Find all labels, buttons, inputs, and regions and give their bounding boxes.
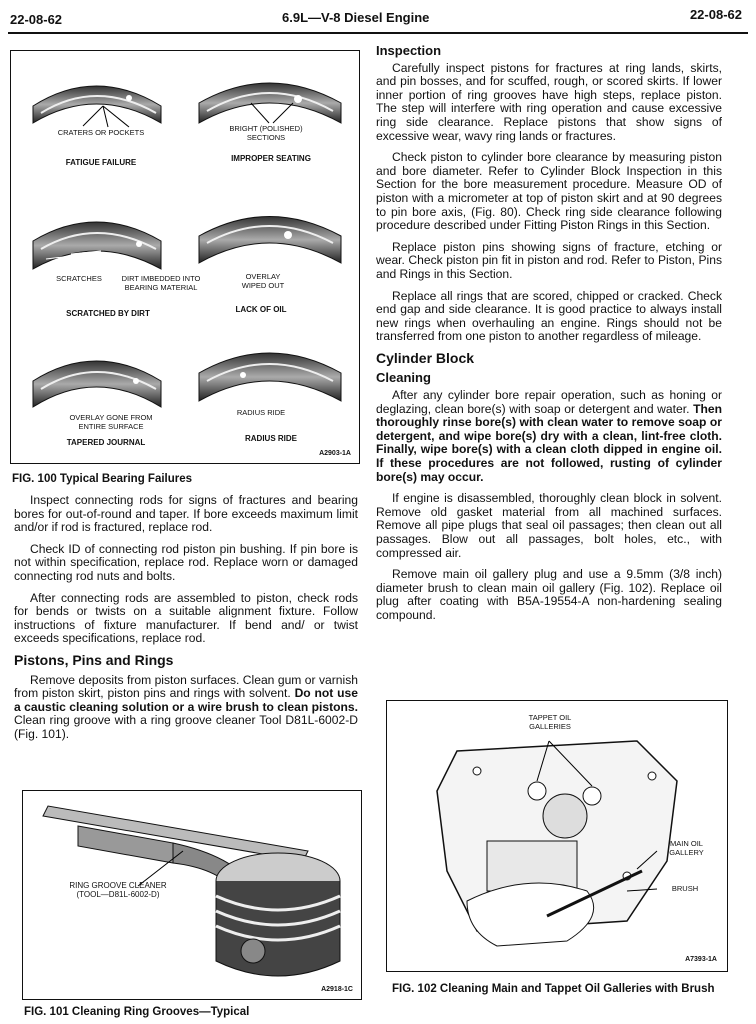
left-column-text — [14, 494, 358, 750]
fig102-code: A7393-1A — [685, 956, 717, 963]
section-heading-inspection: Inspection — [376, 43, 442, 58]
piston — [216, 853, 340, 976]
page-header — [0, 0, 756, 30]
brush-label: BRUSH — [671, 884, 699, 893]
bearing-shell-radius-ride — [199, 353, 341, 401]
callout-scratches: SCRATCHES — [56, 274, 102, 283]
callout-overlay-gone: OVERLAY GONE FROM ENTIRE SURFACE — [69, 413, 153, 431]
tappet-oil-galleries-label: TAPPET OIL GALLERIES — [528, 713, 572, 731]
paragraph: Replace all rings that are scored, chipped or cracked. Check end gap and side clearance. It is good practice to always install new rings when overhauling an engine. Rings should not be transferred from one piston to another regardless of mileage. — [376, 288, 722, 344]
paragraph: If engine is disassembled, thoroughly clean block in solvent. Remove old gasket material from all machined surfaces. Remove all pipe plugs that seal oil passages; then clean out all passages. Blow out all passages, bolt holes, etc., with compressed air. — [376, 491, 722, 560]
paragraph: Replace piston pins showing signs of fracture, etching or wear. Check piston pin fit in piston and rod. Refer to Piston, Pins and Rings in this Section. — [376, 239, 722, 281]
fig100-code: A2903-1A — [319, 450, 351, 457]
ring-groove-cleaner-label: RING GROOVE CLEANER (TOOL—D81L-6002-D) — [69, 881, 167, 899]
paragraph: After connecting rods are assembled to piston, check rods for bends or twists on a suitable alignment fixture. Follow instructions of fixture manufacturer. If bend and/ or twist exceeds specifications, replace rod. — [14, 590, 358, 646]
panel-title-improper-seating: IMPROPER SEATING — [231, 154, 311, 163]
fig101-box — [22, 790, 362, 1000]
subsection-heading-cleaning: Cleaning — [376, 370, 431, 386]
fig102-illustration — [387, 701, 727, 971]
section-heading-pistons: Pistons, Pins and Rings — [14, 651, 174, 668]
callout-radius-ride: RADIUS RIDE — [236, 408, 286, 417]
panel-title-radius-ride: RADIUS RIDE — [244, 434, 297, 443]
page-title: 6.9L—V-8 Diesel Engine — [282, 10, 430, 25]
main-oil-gallery-label: MAIN OIL GALLERY — [669, 839, 704, 857]
callout-bright-sections: BRIGHT (POLISHED) SECTIONS — [229, 124, 303, 142]
paragraph: Check ID of connecting rod piston pin bushing. If pin bore is not within specification, replace rod. Replace worn or damaged connecting rod nuts and bolts. — [14, 541, 358, 583]
panel-title-scratched: SCRATCHED BY DIRT — [66, 309, 150, 318]
page-number-left: 22-08-62 — [10, 12, 63, 27]
right-column-text — [376, 44, 722, 631]
fig100-caption: FIG. 100 Typical Bearing Failures — [12, 473, 193, 485]
paragraph: After any cylinder bore repair operation, such as honing or deglazing, clean bore(s) with soap or detergent and water. Then thoroughly rinse bore(s) with clean water to remove soap or detergent, and wipe bore(s) dry with a clean, lint-free cloth. Finally, wipe bore(s) with a clean cloth dipped in engine oil. If these procedures are not followed, rusting of cylinder bore(s) may occur. — [376, 388, 722, 484]
callout-craters: CRATERS OR POCKETS — [57, 128, 145, 137]
section-heading-cylinder-block: Cylinder Block — [376, 349, 475, 366]
header-rule — [8, 32, 748, 34]
bearing-shell-scratched — [33, 222, 161, 269]
bearing-shell-improper-seating — [199, 83, 341, 123]
panel-title-tapered-journal: TAPERED JOURNAL — [66, 438, 146, 447]
fig102-box — [386, 700, 728, 972]
paragraph: Remove deposits from piston surfaces. Clean gum or varnish from piston skirt, piston pins and rings with solvent. Do not use a caustic cleaning solution or a wire brush to clean pistons. Clean ring groove with a ring groove cleaner Tool D81L-6002-D (Fig. 101). — [14, 672, 358, 741]
fig101-caption: FIG. 101 Cleaning Ring Grooves—Typical — [24, 1006, 250, 1018]
callout-dirt-imbedded: DIRT IMBEDDED INTO BEARING MATERIAL — [121, 274, 201, 292]
fig101-code: A2918-1C — [321, 986, 353, 993]
paragraph: Carefully inspect pistons for fractures at ring lands, skirts, and pin bosses, and for scuffed, rough, or scored skirts. If lower inner portion of ring grooves have high steps, replace piston. The step will interfere with ring operation and cause excessive ring side clearance. Replace pistons that show signs of excessive wear, wavy ring lands or fractures. — [376, 60, 722, 143]
paragraph: Check piston to cylinder bore clearance by measuring piston and bore diameter. Refer to Cylinder Block Inspection in this Section for the bore measurement procedure. Measure OD of piston with a micrometer at top of piston skirt and at 90 degrees to pin bore axis, (Fig. 80). Check ring side clearance following procedure described under Fitting Piston Rings in this Section. — [376, 150, 722, 233]
panel-title-lack-of-oil: LACK OF OIL — [235, 305, 287, 314]
paragraph: Inspect connecting rods for signs of fractures and bearing bores for out-of-round and taper. If bore exceeds maximum limit and/or if rod is fractured, replace rod. — [14, 493, 358, 535]
fig100-box — [10, 50, 360, 464]
page-number-right: 22-08-62 — [689, 7, 742, 22]
fig102-caption: FIG. 102 Cleaning Main and Tappet Oil Galleries with Brush — [392, 983, 715, 995]
panel-title-fatigue: FATIGUE FAILURE — [65, 158, 137, 167]
callout-overlay-wiped: OVERLAY WIPED OUT — [241, 272, 285, 290]
fig100-illustration — [11, 51, 359, 463]
bearing-shell-lack-of-oil — [199, 217, 341, 264]
bearing-shell-tapered-journal — [33, 361, 161, 407]
bearing-shell-fatigue — [33, 86, 161, 127]
paragraph: Remove main oil gallery plug and use a 9.5mm (3/8 inch) diameter brush to clean main oil gallery (Fig. 102). Replace oil plug after coating with B5A-19554-A non-hardening sealing compound. — [376, 567, 722, 622]
